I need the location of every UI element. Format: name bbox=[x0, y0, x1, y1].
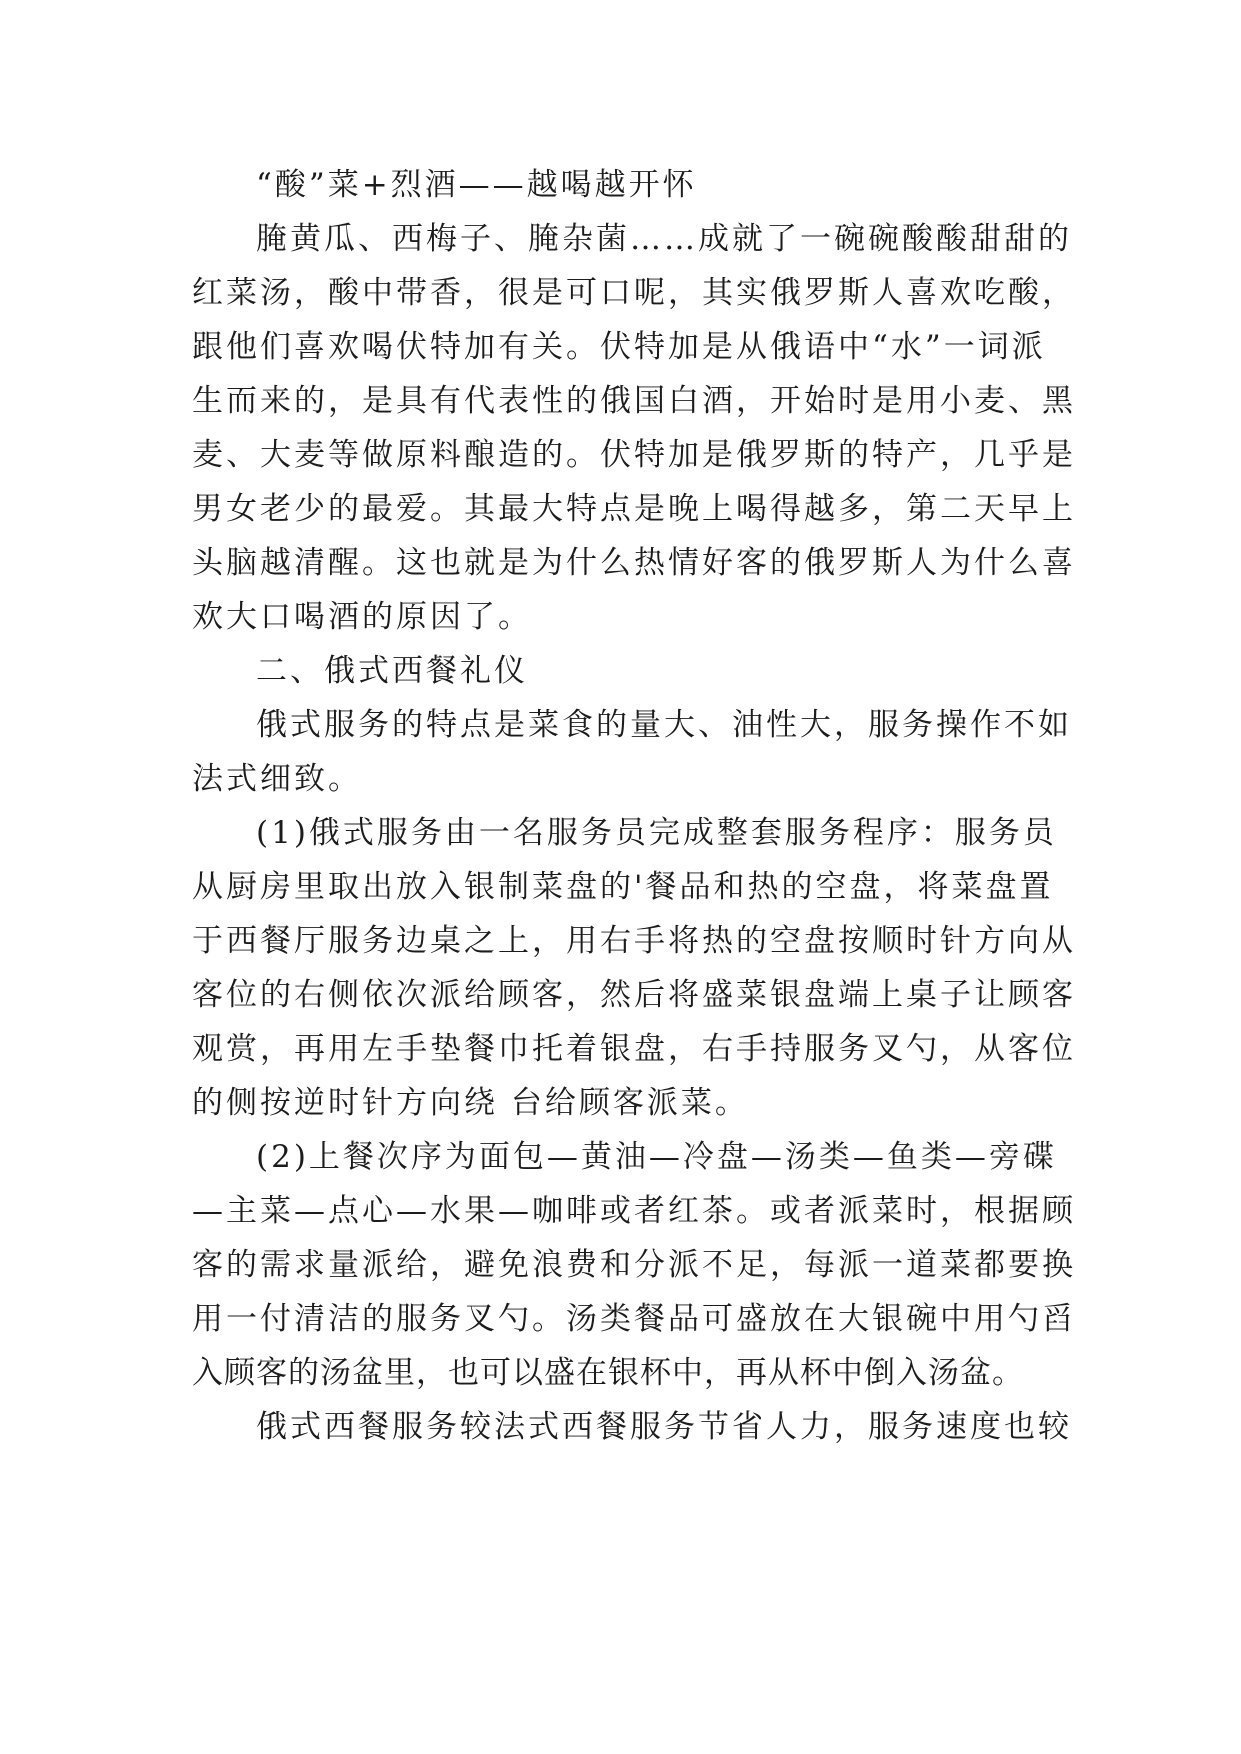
section-heading-sour-dishes: “酸”菜+烈酒——越喝越开怀 bbox=[256, 167, 697, 203]
list-item-1-line: 从厨房里取出放入银制菜盘的'餐品和热的空盘，将菜盘置 bbox=[192, 869, 1054, 905]
list-item-1-line: (1)俄式服务由一名服务员完成整套服务程序：服务员 bbox=[256, 815, 1057, 851]
paragraph-line: 法式细致。 bbox=[192, 761, 362, 797]
list-item-1-line: 客位的右侧依次派给顾客，然后将盛菜银盘端上桌子让顾客 bbox=[192, 977, 1076, 1013]
paragraph-line: 俄式服务的特点是菜食的量大、油性大，服务操作不如 bbox=[256, 707, 1072, 743]
paragraph-line: 头脑越清醒。这也就是为什么热情好客的俄罗斯人为什么喜 bbox=[192, 545, 1076, 581]
list-item-2-line: 入顾客的汤盆里，也可以盛在银杯中，再从杯中倒入汤盆。 bbox=[192, 1355, 1024, 1391]
paragraph-line: 跟他们喜欢喝伏特加有关。伏特加是从俄语中“水”一词派 bbox=[192, 329, 1046, 365]
list-item-2-line: 客的需求量派给，避免浪费和分派不足，每派一道菜都要换 bbox=[192, 1247, 1076, 1283]
paragraph-line: 腌黄瓜、西梅子、腌杂菌……成就了一碗碗酸酸甜甜的 bbox=[256, 221, 1072, 257]
list-item-2-line: 用一付清洁的服务叉勺。汤类餐品可盛放在大银碗中用勺舀 bbox=[192, 1301, 1076, 1337]
paragraph-line: 俄式西餐服务较法式西餐服务节省人力，服务速度也较 bbox=[256, 1409, 1072, 1445]
list-item-2-line: —主菜—点心—水果—咖啡或者红茶。或者派菜时，根据顾 bbox=[192, 1193, 1076, 1229]
paragraph-line: 生而来的，是具有代表性的俄国白酒，开始时是用小麦、黑 bbox=[192, 383, 1076, 419]
list-item-1-line: 的侧按逆时针方向绕 台给顾客派菜。 bbox=[192, 1085, 749, 1121]
list-item-2-line: (2)上餐次序为面包—黄油—冷盘—汤类—鱼类—旁碟 bbox=[256, 1139, 1057, 1175]
section-heading-russian-etiquette: 二、俄式西餐礼仪 bbox=[256, 653, 528, 689]
list-item-1-line: 于西餐厅服务边桌之上，用右手将热的空盘按顺时针方向从 bbox=[192, 923, 1076, 959]
paragraph-line: 男女老少的最爱。其最大特点是晚上喝得越多，第二天早上 bbox=[192, 491, 1076, 527]
paragraph-line: 麦、大麦等做原料酿造的。伏特加是俄罗斯的特产，几乎是 bbox=[192, 437, 1076, 473]
paragraph-line: 红菜汤，酸中带香，很是可口呢，其实俄罗斯人喜欢吃酸， bbox=[192, 275, 1076, 311]
paragraph-line: 欢大口喝酒的原因了。 bbox=[192, 599, 532, 635]
list-item-1-line: 观赏，再用左手垫餐巾托着银盘，右手持服务叉勺，从客位 bbox=[192, 1031, 1076, 1067]
document-body bbox=[192, 158, 1076, 1454]
